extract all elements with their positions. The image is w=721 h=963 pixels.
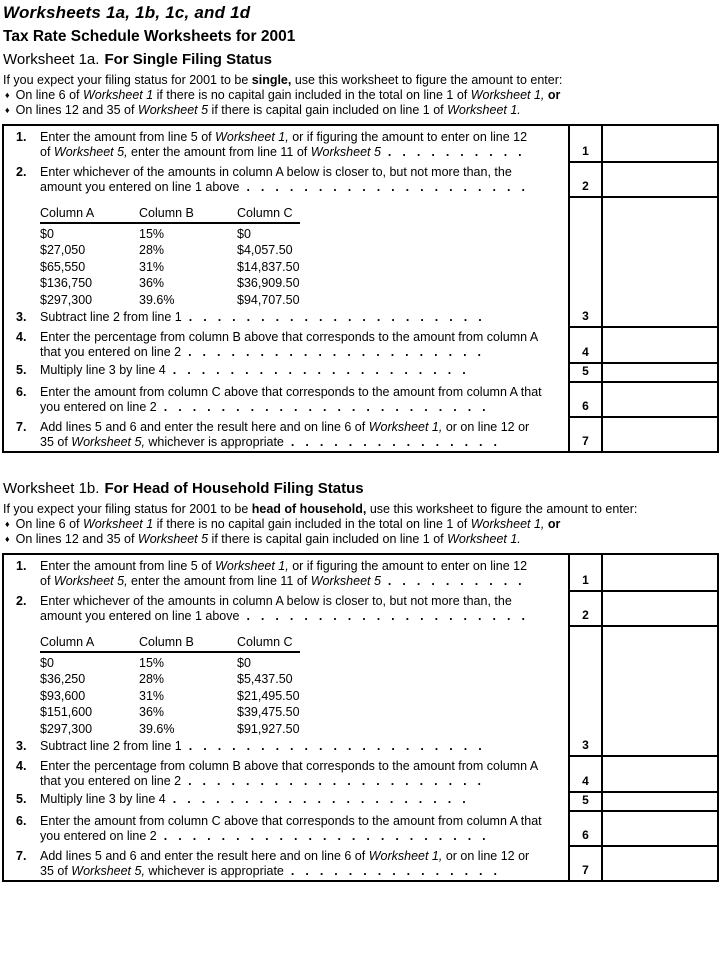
bullet-diamond-icon: ♦: [5, 519, 10, 529]
worksheet-1a-heading: [3, 51, 721, 68]
bullet-text: On lines 12 and 35 of Worksheet 5 if there is capital gain included on line 1 of Worksheet 1.: [15, 532, 521, 546]
bullet-text: On line 6 of Worksheet 1 if there is no capital gain included in the total on line 1 of Worksheet 1, or: [15, 517, 561, 531]
rate-cell: $151,600: [40, 705, 93, 720]
item-number: 3.: [16, 739, 27, 753]
line-number-box: 6: [568, 810, 601, 845]
line-item-text: Multiply line 3 by line 4 .....................: [40, 792, 477, 806]
rate-cell: $39,475.50: [237, 705, 300, 720]
worksheet-row-1: [4, 126, 717, 161]
worksheet-1a-section: [0, 51, 721, 453]
line-number-box: 3: [568, 196, 601, 326]
worksheet-1b-table: [2, 553, 719, 882]
rate-cell: 39.6%: [139, 292, 175, 307]
rate-cell: $14,837.50: [237, 259, 300, 274]
rate-cell: 15%: [139, 227, 165, 241]
line-number-box: 4: [568, 755, 601, 791]
rate-row: [40, 721, 300, 737]
line-number-box: 7: [568, 845, 601, 880]
worksheet-row-3: [4, 196, 717, 326]
line-item-text: Enter the amount from column C above that corresponds to the amount from column A that you entered on line 2 .......................: [40, 385, 542, 414]
rate-row: [40, 226, 300, 242]
rate-cell: $21,495.50: [237, 688, 300, 703]
line-item-text: Enter the amount from line 5 of Worksheet 1, or if figuring the amount to enter on line 12 of Worksheet 5, enter the amount from line 11 of Worksheet 5 ..........: [40, 559, 533, 588]
worksheet-row-6: [4, 381, 717, 416]
rate-cell: $0: [40, 656, 54, 670]
line-number-box: 1: [568, 555, 601, 590]
line-number-box: 2: [568, 590, 601, 625]
entry-cell-line-6: [601, 810, 717, 845]
page-subtitle: Tax Rate Schedule Worksheets for 2001: [3, 28, 296, 45]
rate-columns-header: [40, 635, 300, 653]
line-number-box: 7: [568, 416, 601, 451]
entry-cell-line-1: [601, 126, 717, 161]
line-item-text: Enter the percentage from column B above that corresponds to the amount from column A that you entered on line 2 .....................: [40, 759, 539, 788]
line-number-box: 4: [568, 326, 601, 362]
entry-cell-line-4: [601, 755, 717, 791]
line-item-text: Subtract line 2 from line 1 .....................: [40, 739, 493, 753]
worksheet-1a-table: [2, 124, 719, 453]
item-number: 3.: [16, 310, 27, 324]
bullet-text: On line 6 of Worksheet 1 if there is no capital gain included in the total on line 1 of Worksheet 1, or: [15, 88, 561, 102]
rate-columns-table: [40, 635, 300, 737]
rate-cell: $0: [40, 227, 54, 241]
entry-cell-line-2: [601, 161, 717, 196]
rate-row: [40, 704, 300, 720]
entry-cell-line-3: [601, 625, 717, 755]
worksheet-row-1: [4, 555, 717, 590]
rate-cell: 36%: [139, 276, 165, 291]
rate-cell: $0: [237, 227, 251, 241]
rate-cell: 28%: [139, 672, 165, 687]
page-title: Worksheets 1a, 1b, 1c, and 1d: [3, 3, 251, 22]
entry-cell-line-5: [601, 362, 717, 381]
rate-cell: 28%: [139, 243, 165, 258]
bullet-diamond-icon: ♦: [5, 90, 10, 100]
rate-cell: 31%: [139, 688, 165, 703]
rate-row: [40, 259, 300, 275]
worksheet-row-7: [4, 416, 717, 451]
entry-cell-line-7: [601, 845, 717, 880]
rate-cell: $36,250: [40, 672, 86, 687]
rate-cell: $0: [237, 656, 251, 670]
column-a-header: Column A: [40, 635, 95, 649]
worksheet-row-4: [4, 326, 717, 362]
rate-row: [40, 292, 300, 308]
line-item-text: Multiply line 3 by line 4 .....................: [40, 363, 477, 377]
item-number: 5.: [16, 792, 27, 806]
worksheet-row-4: [4, 755, 717, 791]
column-c-header: Column C: [237, 206, 293, 220]
rate-cell: $94,707.50: [237, 292, 300, 307]
line-item-text: Add lines 5 and 6 and enter the result here and on line 6 of Worksheet 1, or on line 12 or 35 of Worksheet 5, whichever is appropriate ...............: [40, 420, 530, 449]
rate-cell: $297,300: [40, 292, 93, 307]
worksheet-1b-section: [0, 480, 721, 882]
item-number: 2.: [16, 594, 27, 608]
rate-cell: $4,057.50: [237, 243, 293, 258]
rate-cell: $93,600: [40, 688, 86, 703]
item-number: 1.: [16, 559, 27, 573]
worksheet-1b-heading: [3, 480, 721, 497]
line-item-text: Enter the amount from line 5 of Worksheet 1, or if figuring the amount to enter on line 12 of Worksheet 5, enter the amount from line 11 of Worksheet 5 ..........: [40, 130, 533, 159]
worksheet-row-2: [4, 161, 717, 196]
item-number: 6.: [16, 814, 27, 828]
worksheet-1b-bullet-1: [3, 517, 721, 531]
worksheet-1a-heading-title: For Single Filing Status: [104, 51, 272, 68]
rate-cell: $65,550: [40, 259, 86, 274]
rate-columns-table: [40, 206, 300, 308]
entry-cell-line-1: [601, 555, 717, 590]
worksheet-row-3: [4, 625, 717, 755]
line-number-box: 3: [568, 625, 601, 755]
worksheet-1b-bullet-2: [3, 532, 721, 546]
rate-cell: $91,927.50: [237, 721, 300, 736]
rate-row: [40, 655, 300, 671]
line-number-box: 5: [568, 791, 601, 810]
line-item-text: Enter the percentage from column B above that corresponds to the amount from column A that you entered on line 2 .....................: [40, 330, 539, 359]
line-number-box: 5: [568, 362, 601, 381]
line-number-box: 6: [568, 381, 601, 416]
item-number: 6.: [16, 385, 27, 399]
rate-row: [40, 688, 300, 704]
bullet-diamond-icon: ♦: [5, 105, 10, 115]
rate-cell: 15%: [139, 656, 165, 670]
worksheet-1a-heading-prefix: Worksheet 1a.: [3, 51, 100, 68]
rate-columns-header: [40, 206, 300, 224]
worksheet-1b-heading-prefix: Worksheet 1b.: [3, 480, 100, 497]
worksheet-1a-bullet-1: [3, 88, 721, 102]
column-c-header: Column C: [237, 635, 293, 649]
rate-cell: $27,050: [40, 243, 86, 258]
rate-cell: $5,437.50: [237, 672, 293, 687]
rate-row: [40, 671, 300, 687]
item-number: 2.: [16, 165, 27, 179]
rate-cell: 31%: [139, 259, 165, 274]
rate-cell: 39.6%: [139, 721, 175, 736]
worksheet-1a-intro: If you expect your filing status for 2001 to be single, use this worksheet to figure the amount to enter:: [3, 73, 563, 87]
entry-cell-line-5: [601, 791, 717, 810]
entry-cell-line-4: [601, 326, 717, 362]
rate-row: [40, 242, 300, 258]
line-item-text: Subtract line 2 from line 1 .....................: [40, 310, 493, 324]
line-item-text: Enter whichever of the amounts in column A below is closer to, but not more than, the amount you entered on line 1 above ....................: [40, 594, 536, 623]
entry-cell-line-6: [601, 381, 717, 416]
entry-cell-line-2: [601, 590, 717, 625]
item-number: 1.: [16, 130, 27, 144]
bullet-text: On lines 12 and 35 of Worksheet 5 if there is capital gain included on line 1 of Worksheet 1.: [15, 103, 521, 117]
rate-row: [40, 275, 300, 291]
worksheet-row-5: [4, 362, 717, 381]
item-number: 5.: [16, 363, 27, 377]
line-number-box: 1: [568, 126, 601, 161]
worksheet-1a-bullet-2: [3, 103, 721, 117]
item-number: 7.: [16, 420, 27, 434]
column-b-header: Column B: [139, 206, 194, 220]
worksheet-1b-intro: If you expect your filing status for 2001 to be head of household, use this worksheet to figure the amount to enter:: [3, 502, 638, 516]
line-item-text: Enter the amount from column C above that corresponds to the amount from column A that you entered on line 2 .......................: [40, 814, 542, 843]
line-item-text: Enter whichever of the amounts in column A below is closer to, but not more than, the amount you entered on line 1 above ....................: [40, 165, 536, 194]
column-b-header: Column B: [139, 635, 194, 649]
line-item-text: Add lines 5 and 6 and enter the result here and on line 6 of Worksheet 1, or on line 12 or 35 of Worksheet 5, whichever is appropriate ...............: [40, 849, 530, 878]
entry-cell-line-3: [601, 196, 717, 326]
bullet-diamond-icon: ♦: [5, 534, 10, 544]
column-a-header: Column A: [40, 206, 95, 220]
worksheet-1b-heading-title: For Head of Household Filing Status: [104, 480, 364, 497]
item-number: 7.: [16, 849, 27, 863]
rate-cell: 36%: [139, 705, 165, 720]
rate-cell: $36,909.50: [237, 276, 300, 291]
entry-cell-line-7: [601, 416, 717, 451]
line-number-box: 2: [568, 161, 601, 196]
worksheet-row-2: [4, 590, 717, 625]
worksheet-row-6: [4, 810, 717, 845]
rate-cell: $297,300: [40, 721, 93, 736]
rate-cell: $136,750: [40, 276, 93, 291]
worksheet-row-5: [4, 791, 717, 810]
item-number: 4.: [16, 330, 27, 344]
worksheet-row-7: [4, 845, 717, 880]
item-number: 4.: [16, 759, 27, 773]
